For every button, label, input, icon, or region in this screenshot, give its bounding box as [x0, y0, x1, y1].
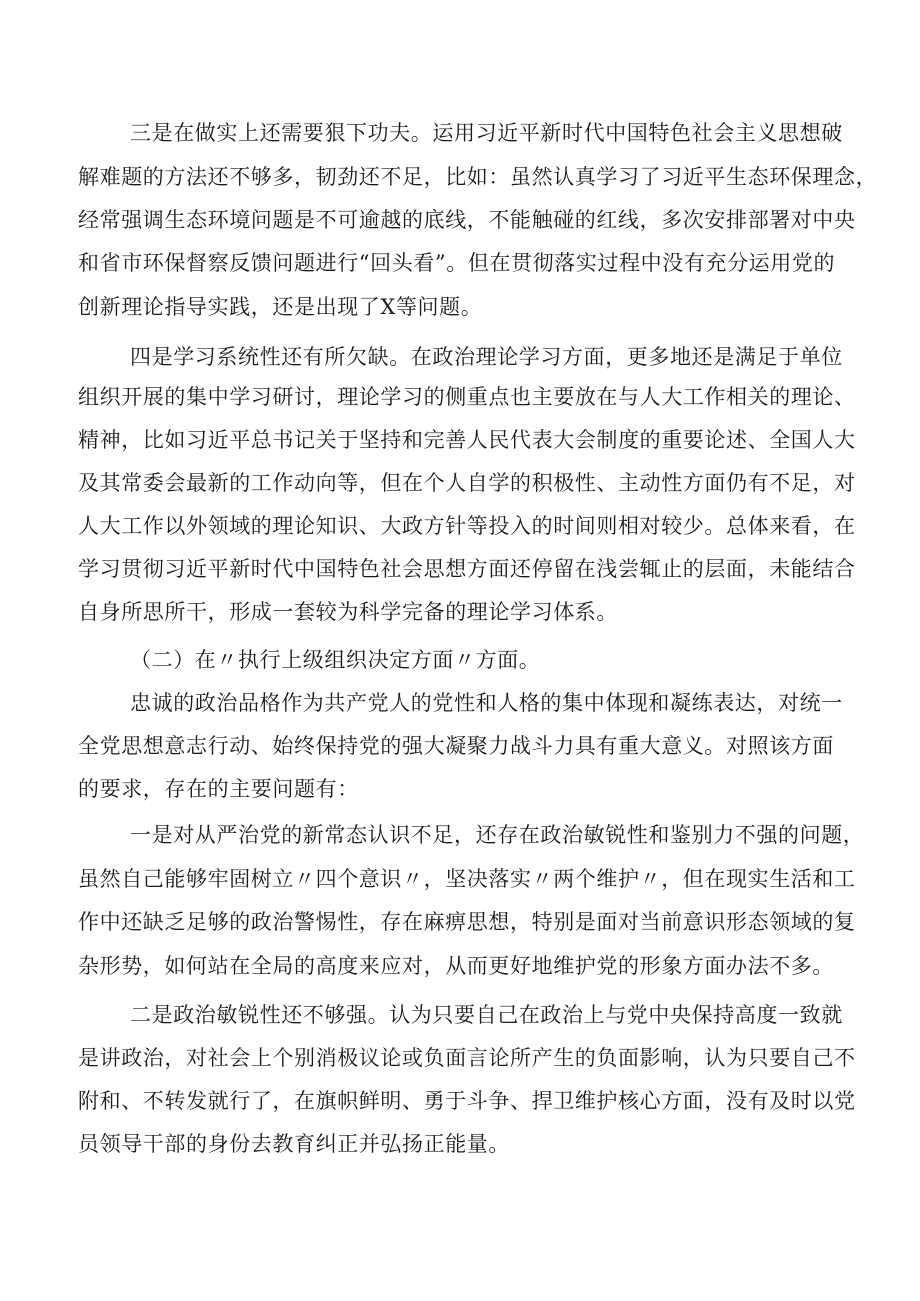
- paragraph-5-line-4: 杂形势，如何站在全局的高度来应对，从而更好地维护党的形象方面办法不多。: [78, 954, 834, 978]
- paragraph-6-line-3: 附和、不转发就行了，在旗帜鲜明、勇于斗争、捍卫维护核心方面，没有及时以党: [78, 1089, 856, 1113]
- paragraph-2-line-6: 学习贯彻习近平新时代中国特色社会思想方面还停留在浅尝辄止的层面，未能结合: [78, 557, 856, 581]
- paragraph-4-line-2: 全党思想意志行动、始终保持党的强大凝聚力战斗力具有重大意义。对照该方面: [78, 734, 834, 758]
- paragraph-1-line-5: 创新理论指导实践，还是出现了X等问题。: [78, 295, 483, 319]
- paragraph-6-line-2: 是讲政治，对社会上个别消极议论或负面言论所产生的负面影响，认为只要自己不: [78, 1046, 856, 1070]
- paragraph-1-line-1: 三是在做实上还需要狠下功夫。运用习近平新时代中国特色社会主义思想破: [130, 121, 843, 145]
- paragraph-1-line-2: 解难题的方法还不够多，韧劲还不足，比如：虽然认真学习了习近平生态环保理念，: [78, 165, 878, 189]
- paragraph-2-line-7: 自身所思所干，形成一套较为科学完备的理论学习体系。: [78, 600, 618, 624]
- paragraph-6-line-4: 员领导干部的身份去教育纠正并弘扬正能量。: [78, 1132, 510, 1156]
- paragraph-2-line-1: 四是学习系统性还有所欠缺。在政治理论学习方面，更多地还是满足于单位: [130, 345, 843, 369]
- paragraph-1-line-3: 经常强调生态环境问题是不可逾越的底线，不能触碰的红线，多次安排部署对中央: [78, 208, 856, 232]
- section-heading: （二）在〃执行上级组织决定方面〃方面。: [130, 648, 541, 672]
- paragraph-2-line-2: 组织开展的集中学习研讨，理论学习的侧重点也主要放在与人大工作相关的理论、: [78, 385, 856, 409]
- paragraph-4-line-1: 忠诚的政治品格作为共产党人的党性和人格的集中体现和凝练表达，对统一: [130, 691, 843, 715]
- paragraph-5-line-2: 虽然自己能够牢固树立〃四个意识〃，坚决落实〃两个维护〃，但在现实生活和工: [78, 867, 856, 891]
- paragraph-6-line-1: 二是政治敏锐性还不够强。认为只要自己在政治上与党中央保持高度一致就: [130, 1003, 843, 1027]
- paragraph-4-line-3: 的要求，存在的主要问题有：: [78, 777, 359, 801]
- paragraph-5-line-3: 作中还缺乏足够的政治警惕性，存在麻痹思想，特别是面对当前意识形态领域的复: [78, 910, 856, 934]
- paragraph-2-line-4: 及其常委会最新的工作动向等，但在个人自学的积极性、主动性方面仍有不足，对: [78, 471, 856, 495]
- paragraph-1-line-4: 和省市环保督察反馈问题进行“回头看”。但在贯彻落实过程中没有充分运用党的: [78, 251, 836, 275]
- paragraph-2-line-3: 精神，比如习近平总书记关于坚持和完善人民代表大会制度的重要论述、全国人大: [78, 428, 856, 452]
- paragraph-2-line-5: 人大工作以外领域的理论知识、大政方针等投入的时间则相对较少。总体来看，在: [78, 514, 856, 538]
- paragraph-5-line-1: 一是对从严治党的新常态认识不足，还存在政治敏锐性和鉴别力不强的问题，: [130, 823, 865, 847]
